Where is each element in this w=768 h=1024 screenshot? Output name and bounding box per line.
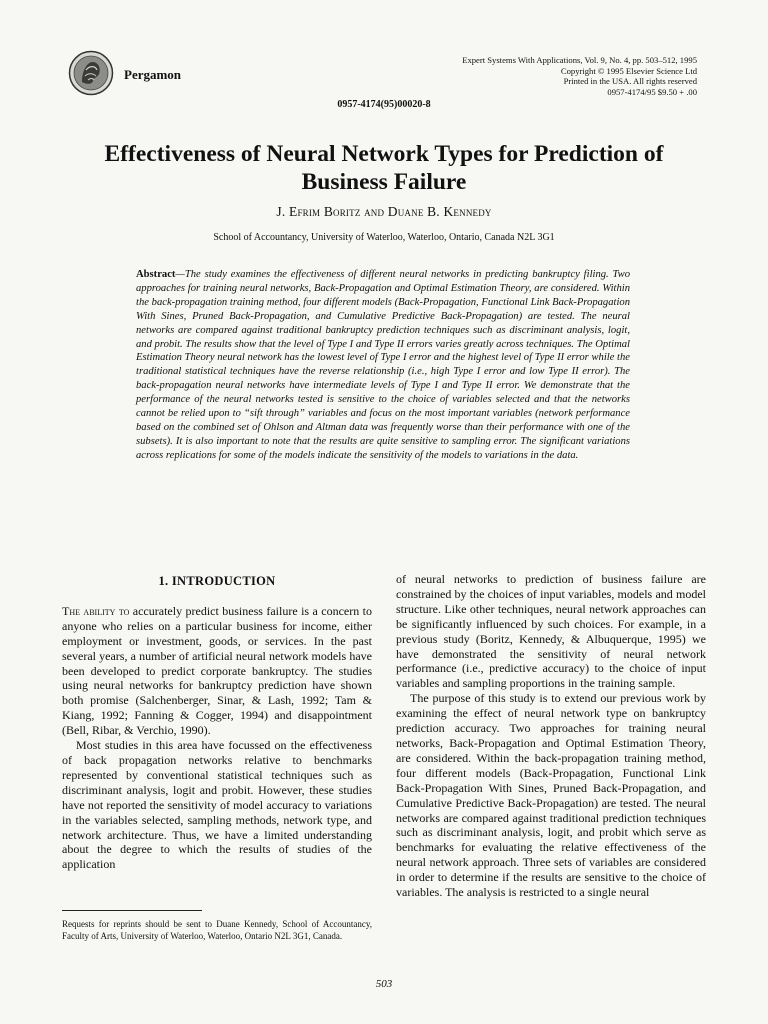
abstract-text: —The study examines the effectiveness of different neural networks in predicting bankruptcy filing. Two approaches for training neural networks, Back-Propagation and Optimal Estimation Theory, are considered. Within the back-propagation training method, four different models (Back-Propagation, Functional Link Back-Propagation With Sines, Pruned Back-Propagation, and Cumulative Predictive Back-Propagation) are tested. The neural networks are compared against traditional bankruptcy prediction techniques such as discriminant analysis, logit, and probit. The results show that the level of Type I and Type II errors varies greatly across techniques. The Optimal Estimation Theory neural network has the lowest level of Type I error and the highest level of Type II error while the traditional statistical techniques have the reverse relationship (i.e., high Type I error and low Type II error). The back-propagation neural networks have intermediate levels of Type I and Type II error. We demonstrate that the performance of the neural networks tested is sensitive to the choice of variables selected and that the networks cannot be relied upon to “sift through” variables and focus on the most important variables (network performance based on the combined set of Ohlson and Altman data was frequently worse than their performance with one of the subsets). It is also important to note that the results are quite sensitive to sampling error. The significant variations across replications for some of the models indicate the sensitivity of the models to variations in the data. — [136, 269, 630, 461]
paragraph: The purpose of this study is to extend our previous work by examining the effect of neural network type on bankruptcy prediction accuracy. Two approaches for training neural networks, Back-Propagation and Optimal Estimation Theory, are considered. Within the back-propagation training method, four different models (Back-Propagation, Functional Link Back-Propagation With Sines, Pruned Back-Propagation, and Cumulative Predictive Back-Propagation) are tested. The neural networks are compared against traditional prediction techniques such as discriminant analysis, logit, and probit which serve as benchmarks for evaluating the relative effectiveness of the neural network approach. Three sets of variables are considered in order to determine if the results are sensitive to the choice of variables. The analysis is restricted to a single neural — [396, 691, 706, 900]
article-identifier: 0957-4174(95)00020-8 — [337, 99, 431, 110]
paragraph: Most studies in this area have focussed on the effectiveness of back propagation networks relative to benchmarks represented by conventional statistical techniques such as discriminant analysis, logit and probit. However, these studies have not reported the sensitivity of model accuracy to variations in the variables selected, sampling methods, network type, and network architecture. Thus, we have a limited understanding about the degree to which the results of studies of the application — [62, 738, 372, 872]
article-authors: J. Efrim Boritz and Duane B. Kennedy — [276, 204, 492, 219]
rights-line: Printed in the USA. All rights reserved — [563, 76, 697, 86]
section-heading: 1. INTRODUCTION — [158, 574, 276, 588]
author-affiliation: School of Accountancy, University of Waterloo, Waterloo, Ontario, Canada N2L 3G1 — [213, 232, 555, 243]
left-column — [62, 572, 372, 872]
copyright-line: Copyright © 1995 Elsevier Science Ltd — [560, 65, 697, 76]
right-column — [396, 572, 706, 900]
publisher-name: Pergamon — [124, 67, 182, 82]
article-title: Effectiveness of Neural Network Types for Prediction of Business Failure — [104, 141, 664, 195]
footnote: Requests for reprints should be sent to Duane Kennedy, School of Accountancy, Faculty of Arts, University of Waterloo, Waterloo, Ontario N2L 3G1, Canada. — [62, 919, 372, 942]
footnote-divider — [62, 910, 202, 911]
page-number: 503 — [375, 978, 393, 990]
abstract — [136, 268, 630, 463]
paragraph: of neural networks to prediction of business failure are constrained by the choices of input variables, models and model structure. Like other techniques, neural network approaches can be significantly influenced by such choices. For example, in a previous study (Boritz, Kennedy, & Albuquerque, 1995) we have demonstrated the sensitivity of neural network performance (i.e., predictive accuracy) to the choice of input variables and sampling proportions in the training sample. — [396, 572, 706, 691]
journal-citation-line: Expert Systems With Applications, Vol. 9, No. 4, pp. 503–512, 1995 — [462, 55, 697, 65]
price-code-line: 0957-4174/95 $9.50 + .00 — [607, 86, 697, 97]
journal-citation — [397, 55, 697, 97]
abstract-label: Abstract — [136, 269, 176, 280]
lead-in-text: The ability to — [62, 603, 130, 618]
publisher-logo-icon — [68, 50, 114, 96]
paragraph — [62, 604, 372, 738]
paragraph-text: accurately predict business failure is a concern to anyone who relies on a particular business for income, either employment or investment, goods, or services. In the past several years, a number of artificial neural network models have been developed to predict corporate bankruptcy. The studies using neural networks for bankruptcy prediction have shown both promise (Salchenberger, Sinar, & Lash, 1992; Tam & Kiang, 1992; Fanning & Cogger, 1994) and disappointment (Bell, Ribar, & Verchio, 1990). — [62, 603, 372, 738]
